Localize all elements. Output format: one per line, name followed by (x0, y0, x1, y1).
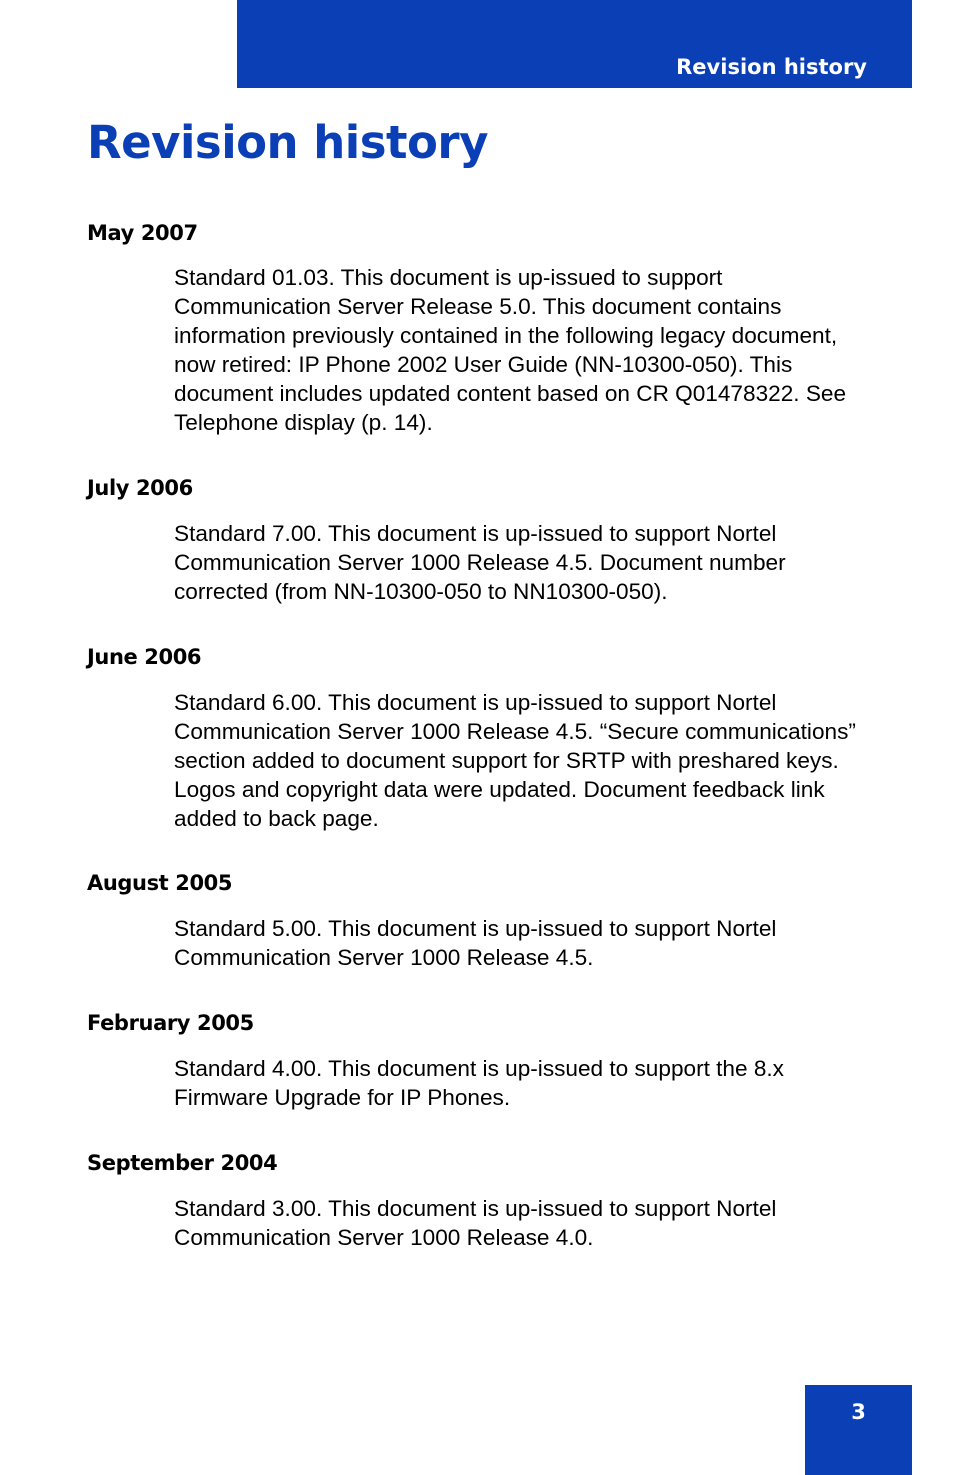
revision-entry-february-2005 (87, 1009, 867, 1112)
revision-description: Standard 7.00. This document is up-issued to support Nortel Communication Server 1000 Release 4.5. Document number corrected (from NN-10300-050 to NN10300-050). (174, 521, 786, 604)
revision-description: Standard 5.00. This document is up-issued to support Nortel Communication Server 1000 Release 4.5. (174, 916, 777, 970)
revision-entry-july-2006 (87, 474, 867, 606)
section-label: Revision history (676, 55, 867, 79)
revision-date: July 2006 (87, 476, 193, 500)
revision-entry-may-2007 (87, 219, 867, 437)
revision-entry-august-2005 (87, 869, 867, 972)
revision-date: August 2005 (87, 871, 233, 895)
revision-date: June 2006 (87, 645, 202, 669)
revision-entry-september-2004 (87, 1149, 867, 1252)
revision-description: Standard 4.00. This document is up-issued to support the 8.x Firmware Upgrade for IP Phones. (174, 1056, 784, 1110)
page-title: Revision history (87, 116, 488, 169)
revision-date: February 2005 (87, 1011, 254, 1035)
revision-description: Standard 01.03. This document is up-issued to support Communication Server Release 5.0. This document contains information previously contained in the following legacy document, now retired: IP Phone 2002 User Guide (NN-10300-050). This document includes updated content based on CR Q01478322. See Telephone display (p. 14). (174, 265, 847, 435)
page-number-box (805, 1385, 912, 1475)
revision-description: Standard 3.00. This document is up-issued to support Nortel Communication Server 1000 Release 4.0. (174, 1196, 777, 1250)
revision-date: May 2007 (87, 221, 198, 245)
header-bar (237, 0, 912, 88)
revision-description: Standard 6.00. This document is up-issued to support Nortel Communication Server 1000 Release 4.5. “Secure communications” section added to document support for SRTP with preshared keys. Logos and copyright data were updated. Document feedback link added to back page. (174, 690, 856, 831)
page-number: 3 (851, 1400, 866, 1424)
revision-entry-june-2006 (87, 643, 867, 833)
revision-date: September 2004 (87, 1151, 278, 1175)
